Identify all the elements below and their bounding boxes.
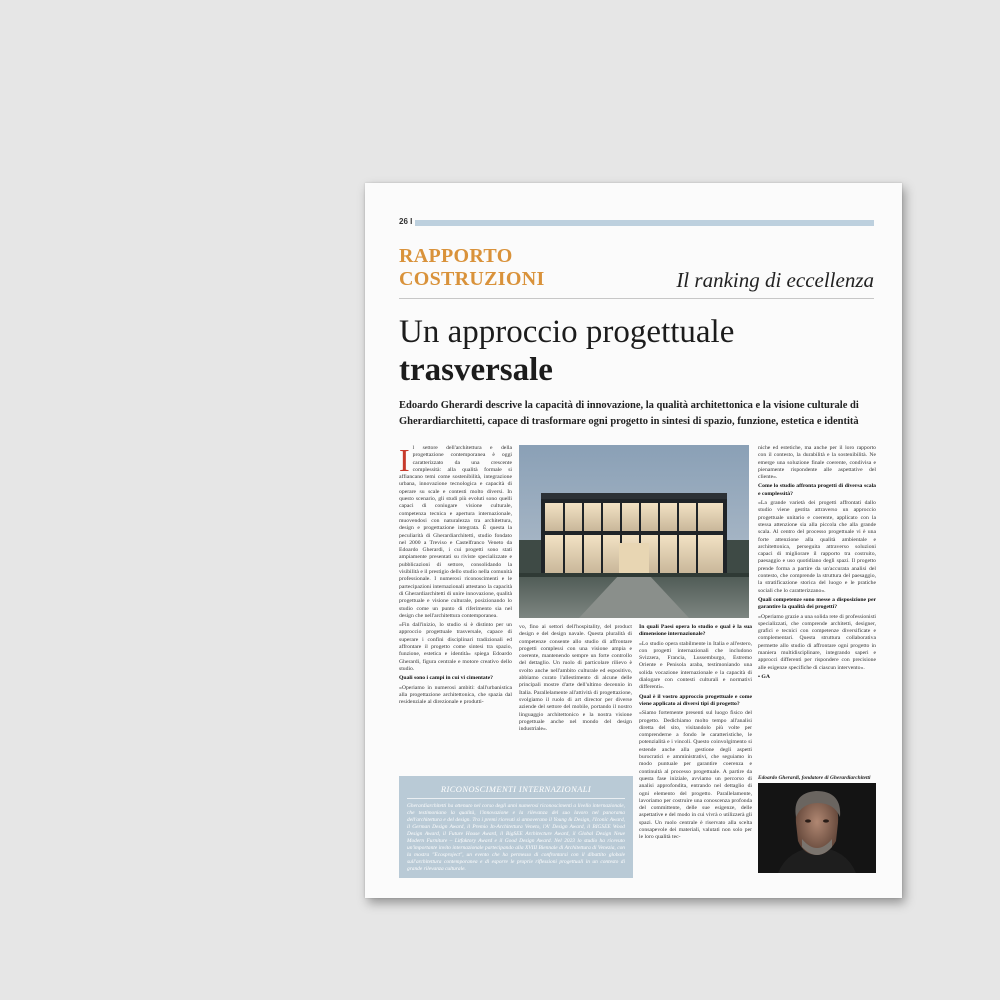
section-title xyxy=(399,245,545,291)
col1-paragraph-3: «Operiamo in numerosi ambiti: dall'urbanistica alla progettazione architettonica, che spazia dal residenziale al direzionale e produtti- xyxy=(399,684,512,706)
col3-question-1: In quali Paesi opera lo studio e qual è la sua dimensione internazionale? xyxy=(639,624,752,638)
awards-box-rule xyxy=(407,798,625,799)
building-photo xyxy=(519,445,749,618)
article-column-4 xyxy=(758,445,876,769)
col1-paragraph-1: l settore dell'architettura e della progettazione contemporanea è oggi caratterizzato da una crescente complessità: alla qualità formale si affiancano temi come sostenibilità, integrazione urbana, innovazione tecnologica e capacità di operare su scale e contesti molto diversi. In questo scenario, gli studi più evoluti sono quelli capaci di coniugare visione culturale, competenza tecnica e apertura internazionale, muovendosi con naturalezza tra architettura, design e progettazione integrata. È questa la peculiarità di Gherardiarchitetti, studio fondato nel 2000 a Treviso e Castelfranco Veneto da Edoardo Gherardi, i cui progetti sono stati ampiamente presentati su riviste specializzate e pubblicazioni di settore, consolidando la visibilità e il prestigio dello studio nella comunità professionale. I numerosi riconoscimenti e le partecipazioni internazionali attestano la capacità di Gherardiarchitetti di unire innovazione, qualità progettuale e visione culturale, posizionando lo studio come un punto di riferimento sia nel design che nell'architettura contemporanea. xyxy=(399,445,512,619)
col4-question-2: Quali competenze sono messe a disposizione per garantire la qualità dei progetti? xyxy=(758,596,876,611)
col1-paragraph-2: «Fin dall'inizio, lo studio si è distinto per un approccio progettuale trasversale, capace di superare i confini disciplinari tradizionali ed affrontare il progetto come sintesi tra spazio, funzione, estetica e identità» spiega Edoardo Gherardi, figura centrale e motore creativo dello studio. xyxy=(399,622,512,672)
article-column-2 xyxy=(519,624,632,770)
section-line-1: RAPPORTO xyxy=(399,245,513,267)
col3-question-2: Qual è il vostro approccio progettuale e come viene applicato ai diversi tipi di progetto? xyxy=(639,693,752,707)
col2-paragraph-1: vo, fino ai settori dell'hospitality, del product design e del design navale. Questa pluralità di competenze consente allo studio di affrontare progetti complessi con una visione ampia e coerente, mantenendo sempre un forte controllo del dettaglio. Un ruolo di particolare rilievo è svolto anche nell'ambito culturale ed espositivo, abbiamo curato l'allestimento di alcune delle principali mostre d'arte dell'ultimo decennio in Italia. Parallelamente all'attività di progettazione, svolgiamo il ruolo di art director per diverse aziende del settore del mobile, portando il nostro linguaggio architettonico e la nostra visione progettuale anche nel mondo del design industriale». xyxy=(519,624,632,733)
section-line-2: COSTRUZIONI xyxy=(399,268,545,290)
folio-bar xyxy=(399,220,874,226)
headline-light: Un approccio progettuale xyxy=(399,314,735,350)
col1-question-1: Quali sono i campi in cui vi cimentate? xyxy=(399,675,494,682)
headline xyxy=(399,313,874,389)
col3-paragraph-1: «Lo studio opera stabilmente in Italia e all'estero, con progetti internazionali che includono Svizzera, Francia, Lussemburgo, Estremo Oriente e Penisola araba, testimoniando una solida vocazione internazionale e la capacità di dialogare con contesti culturali e normativi differenti». xyxy=(639,640,752,691)
col4-paragraph-2: «La grande varietà dei progetti affrontati dallo studio viene gestita attraverso un approccio progettuale unitario e coerente, applicato con la stessa attenzione sia alla piccola che alla grande scala. Al centro del processo progettuale vi è una forte attenzione alla qualità ambientale e architettonica, perseguita attraverso soluzioni capaci di migliorare il rapporto tra costruito, paesaggio e uso quotidiano degli spazi. Il progetto prende forma a partire da un'accurata analisi del contesto, che comprende la struttura del paesaggio, la stratificazione storica del luogo e le pratiche sociali che lo caratterizzano». xyxy=(758,500,876,594)
col3-paragraph-2: «Siamo fortemente presenti sul luogo fisico del progetto. Dedichiamo molto tempo all'analisi diretta del sito, visitandolo più volte per comprenderne a fondo le caratteristiche, le potenzialità e i vincoli. Questo coinvolgimento si estende anche alla gestione degli aspetti burocratici e amministrativi, che seguiamo in modo puntuale per garantire coerenza e continuità al processo progettuale. A partire da questa fase iniziale, avviamo un percorso di analisi approfondita, entrando nel dettaglio di ogni elemento del progetto. Parallelamente, lavoriamo per costruire una conoscenza profonda del committente, delle sue esigenze, delle aspettative e del modo in cui vivrà o utilizzerà gli spazi. Un ruolo centrale è riservato alla scelta consapevole dei materiali, valutati non solo per le loro qualità tec- xyxy=(639,710,752,841)
photo-caption: Edoardo Gherardi, fondatore di Gherardiarchitetti xyxy=(758,775,871,781)
article-column-3 xyxy=(639,624,752,880)
deck: Edoardo Gherardi descrive la capacità di innovazione, la qualità architettonica e la visione culturale di Gherardiarchitetti, capace di trasformare ogni progetto in sintesi di spazio, funzione, estetica e identità xyxy=(399,400,859,427)
author-sign: • GA xyxy=(758,673,770,680)
awards-box-title: RICONOSCIMENTI INTERNAZIONALI xyxy=(440,784,592,794)
awards-box xyxy=(399,776,633,878)
col4-paragraph-1: niche ed estetiche, ma anche per il loro rapporto con il contesto, la durabilità e la sostenibilità. Ne emerge una soluzione finale coerente, condivisa e pienamente rispondente alle aspettative del cliente». xyxy=(758,445,876,481)
page-number: 26 I xyxy=(399,217,415,227)
article-column-1 xyxy=(399,445,512,770)
drop-cap: I xyxy=(399,445,410,478)
divider xyxy=(399,298,874,299)
headline-bold: trasversale xyxy=(399,352,553,388)
kicker: Il ranking di eccellenza xyxy=(676,268,874,292)
col4-question-1: Come lo studio affronta progetti di diversa scala e complessità? xyxy=(758,483,876,497)
awards-box-text: Gherardiarchitetti ha ottenuto nel corso degli anni numerosi riconoscimenti a livello internazionale, che testimoniano la qualità, l'innovazione e la rilevanza del suo lavoro nel panorama dell'architettura e del design. Tra i premi ricevuti si annoverano il Young & Design, l'Iconic Award, il German Design Award, il Premio In-Architettura Veneto, l'A' Design Award, il BIGSEE Wood Design Award, il Future House Award, il BigSEE Architecture Award, il Global Design Neue Modern Furniture – Litfaktory Award e il Good Design Award. Nel 2023 lo studio ha ricevuto un'importante invito internazionale partecipando alla XVIII Biennale di Architettura di Venezia, con la mostra "Ecosproject", un evento che ha permesso di confrontarsi con il dibattito globale sull'architettura contemporanea e di esporre le proprie riflessioni progettuali in un contesto di grande rilevanza culturale. xyxy=(407,803,625,872)
newspaper-page xyxy=(365,183,902,898)
portrait-photo xyxy=(758,783,876,873)
col4-paragraph-3: «Operiamo grazie a una solida rete di professionisti specializzati, che comprende architetti, designer, grafici e tecnici con competenze diversificate e complementari. Questa struttura collaborativa permette allo studio di affrontare ogni progetto in maniera multidisciplinare, integrando saperi e approcci differenti per rispondere con precisione alle esigenze specifiche di ciascun intervento». xyxy=(758,613,876,671)
